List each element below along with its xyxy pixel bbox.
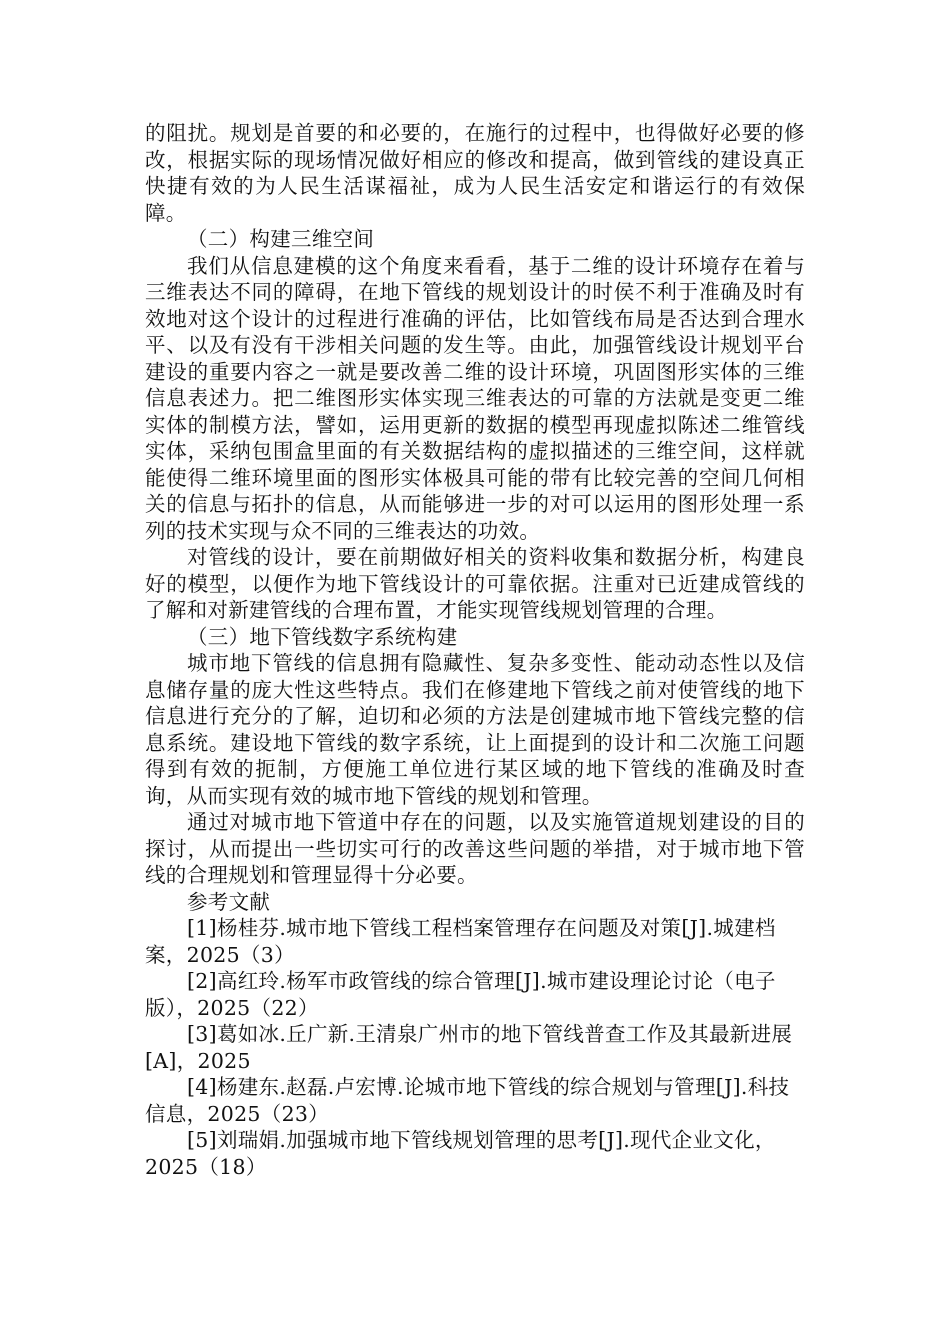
references-heading: 参考文献	[187, 889, 271, 914]
section-heading-3: （三）地下管线数字系统构建	[187, 624, 458, 649]
paragraph-3d-space: 我们从信息建模的这个角度来看看，基于二维的设计环境存在着与三维表达不同的障碍，在地下管线的规划设计的时侯不利于准确及时有效地对这个设计的过程进行准确的评估，比如管线布局是否达到合理水平、以及有没有干涉相关问题的发生等。由此，加强管线设计规划平台建设的重要内容之一就是要改善二维的设计环境，巩固图形实体的三维信息表述力。把二维图形实体实现三维表达的可靠的方法就是变更二维实体的制模方法，譬如，运用更新的数据的模型再现虚拟陈述二维管线实体，采纳包围盒里面的有关数据结构的虚拟描述的三维空间，这样就能使得二维环境里面的图形实体极具可能的带有比较完善的空间几何相关的信息与拓扑的信息，从而能够进一步的对可以运用的图形处理一系列的技术实现与众不同的三维表达的功效。	[145, 253, 805, 543]
reference-item-3: [3]葛如冰.丘广新.王清泉广州市的地下管线普查工作及其最新进展[A]，2025	[145, 1022, 793, 1073]
section-heading-2: （二）构建三维空间	[187, 227, 375, 251]
paragraph-conclusion: 通过对城市地下管道中存在的问题，以及实施管道规划建设的目的探讨，从而提出一些切实可行的改善这些问题的举措，对于城市地下管线的合理规划和管理显得十分必要。	[145, 810, 805, 887]
document-body	[145, 120, 805, 1180]
reference-item-1: [1]杨桂芬.城市地下管线工程档案管理存在问题及对策[J].城建档案，2025（3）	[145, 916, 776, 967]
reference-item-2: [2]高红玲.杨军市政管线的综合管理[J].城市建设理论讨论（电子版），2025（22）	[145, 969, 776, 1020]
reference-item-5: [5]刘瑞娟.加强城市地下管线规划管理的思考[J].现代企业文化，2025（18）	[145, 1128, 776, 1179]
paragraph-continuation: 的阻扰。规划是首要的和必要的，在施行的过程中，也得做好必要的修改，根据实际的现场情况做好相应的修改和提高，做到管线的建设真正快捷有效的为人民生活谋福祉，成为人民生活安定和谐运行的有效保障。	[145, 121, 805, 225]
paragraph-digital-system: 城市地下管线的信息拥有隐藏性、复杂多变性、能动动态性以及信息储存量的庞大性这些特点。我们在修建地下管线之前对使管线的地下信息进行充分的了解，迫切和必须的方法是创建城市地下管线完整的信息系统。建设地下管线的数字系统，让上面提到的设计和二次施工问题得到有效的扼制，方便施工单位进行某区域的地下管线的准确及时查询，从而实现有效的城市地下管线的规划和管理。	[145, 651, 805, 808]
paragraph-pipeline-design: 对管线的设计，要在前期做好相关的资料收集和数据分析，构建良好的模型，以便作为地下管线设计的可靠依据。注重对已近建成管线的了解和对新建管线的合理布置，才能实现管线规划管理的合理。	[145, 545, 805, 622]
reference-item-4: [4]杨建东.赵磊.卢宏博.论城市地下管线的综合规划与管理[J].科技信息，2025（23）	[145, 1075, 790, 1126]
